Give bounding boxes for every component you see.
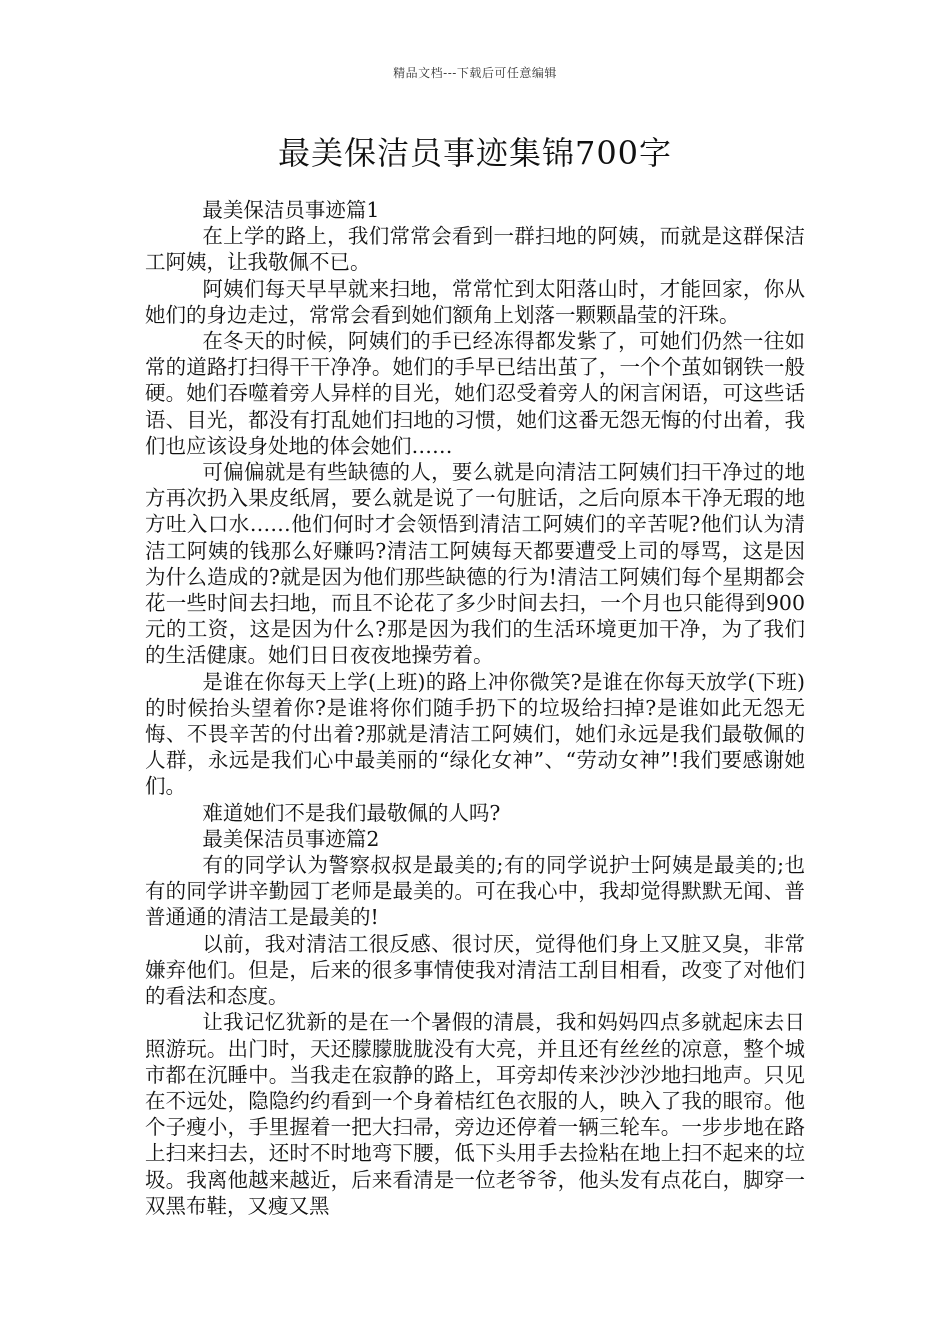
header-note: 精品文档---下载后可任意编辑 [393,66,557,80]
section-heading: 最美保洁员事迹篇1 [202,198,380,222]
paragraph: 阿姨们每天早早就来扫地，常常忙到太阳落山时，才能回家，你从她们的身边走过，常常会看到她们额角上划落一颗颗晶莹的汗珠。 [145,276,805,327]
paragraph: 是谁在你每天上学(上班)的路上冲你微笑?是谁在你每天放学(下班)的时候抬头望着你?是谁将你们随手扔下的垃圾给扫掉?是谁如此无怨无悔、不畏辛苦的付出着?那就是清洁工阿姨们，她们永远是我们最敬佩的人群，永远是我们心中最美丽的“绿化女神”、“劳动女神”!我们要感谢她们。 [145,669,805,799]
paragraph: 有的同学认为警察叔叔是最美的;有的同学说护士阿姨是最美的;也有的同学讲辛勤园丁老师是最美的。可在我心中，我却觉得默默无闻、普普通通的清洁工是最美的! [145,853,805,930]
paragraph: 难道她们不是我们最敬佩的人吗? [202,800,501,825]
paragraph: 让我记忆犹新的是在一个暑假的清晨，我和妈妈四点多就起床去日照游玩。出门时，天还朦朦胧胧没有大亮，并且还有丝丝的凉意，整个城市都在沉睡中。当我走在寂静的路上，耳旁却传来沙沙沙地扫地声。只见在不远处，隐隐约约看到一个身着桔红色衣服的人，映入了我的眼帘。他个子瘦小，手里握着一把大扫帚，旁边还停着一辆三轮车。一步步地在路上扫来扫去，还时不时地弯下腰，低下头用手去捡粘在地上扫不起来的垃圾。我离他越来越近，后来看清是一位老爷爷，他头发有点花白，脚穿一双黑布鞋，又瘦又黑 [145,1010,805,1218]
document-title: 最美保洁员事迹集锦700字 [277,134,673,172]
paragraph: 在上学的路上，我们常常会看到一群扫地的阿姨，而就是这群保洁工阿姨，让我敬佩不已。 [145,224,805,275]
paragraph: 在冬天的时候，阿姨们的手已经冻得都发紫了，可她们仍然一往如常的道路打扫得干干净净。她们的手早已结出茧了，一个个茧如钢铁一般硬。她们吞噬着旁人异样的目光，她们忍受着旁人的闲言闲语，可这些话语、目光，都没有打乱她们扫地的习惯，她们这番无怨无悔的付出着，我们也应该设身处地的体会她们…… [145,329,805,458]
section-heading: 最美保洁员事迹篇2 [202,826,380,851]
paragraph: 以前，我对清洁工很反感、很讨厌，觉得他们身上又脏又臭，非常嫌弃他们。但是，后来的很多事情使我对清洁工刮目相看，改变了对他们的看法和态度。 [145,931,805,1009]
document-body [145,197,805,1219]
paragraph: 可偏偏就是有些缺德的人，要么就是向清洁工阿姨们扫干净过的地方再次扔入果皮纸屑，要么就是说了一句脏话，之后向原本干净无瑕的地方吐入口水……他们何时才会领悟到清洁工阿姨们的辛苦呢?他们认为清洁工阿姨的钱那么好赚吗?清洁工阿姨每天都要遭受上司的辱骂，这是因为什么造成的?就是因为他们那些缺德的行为!清洁工阿姨们每个星期都会花一些时间去扫地，而且不论花了多少时间去扫，一个月也只能得到900元的工资，这是因为什么?那是因为我们的生活环境更加干净，为了我们的生活健康。她们日日夜夜地操劳着。 [145,460,805,668]
